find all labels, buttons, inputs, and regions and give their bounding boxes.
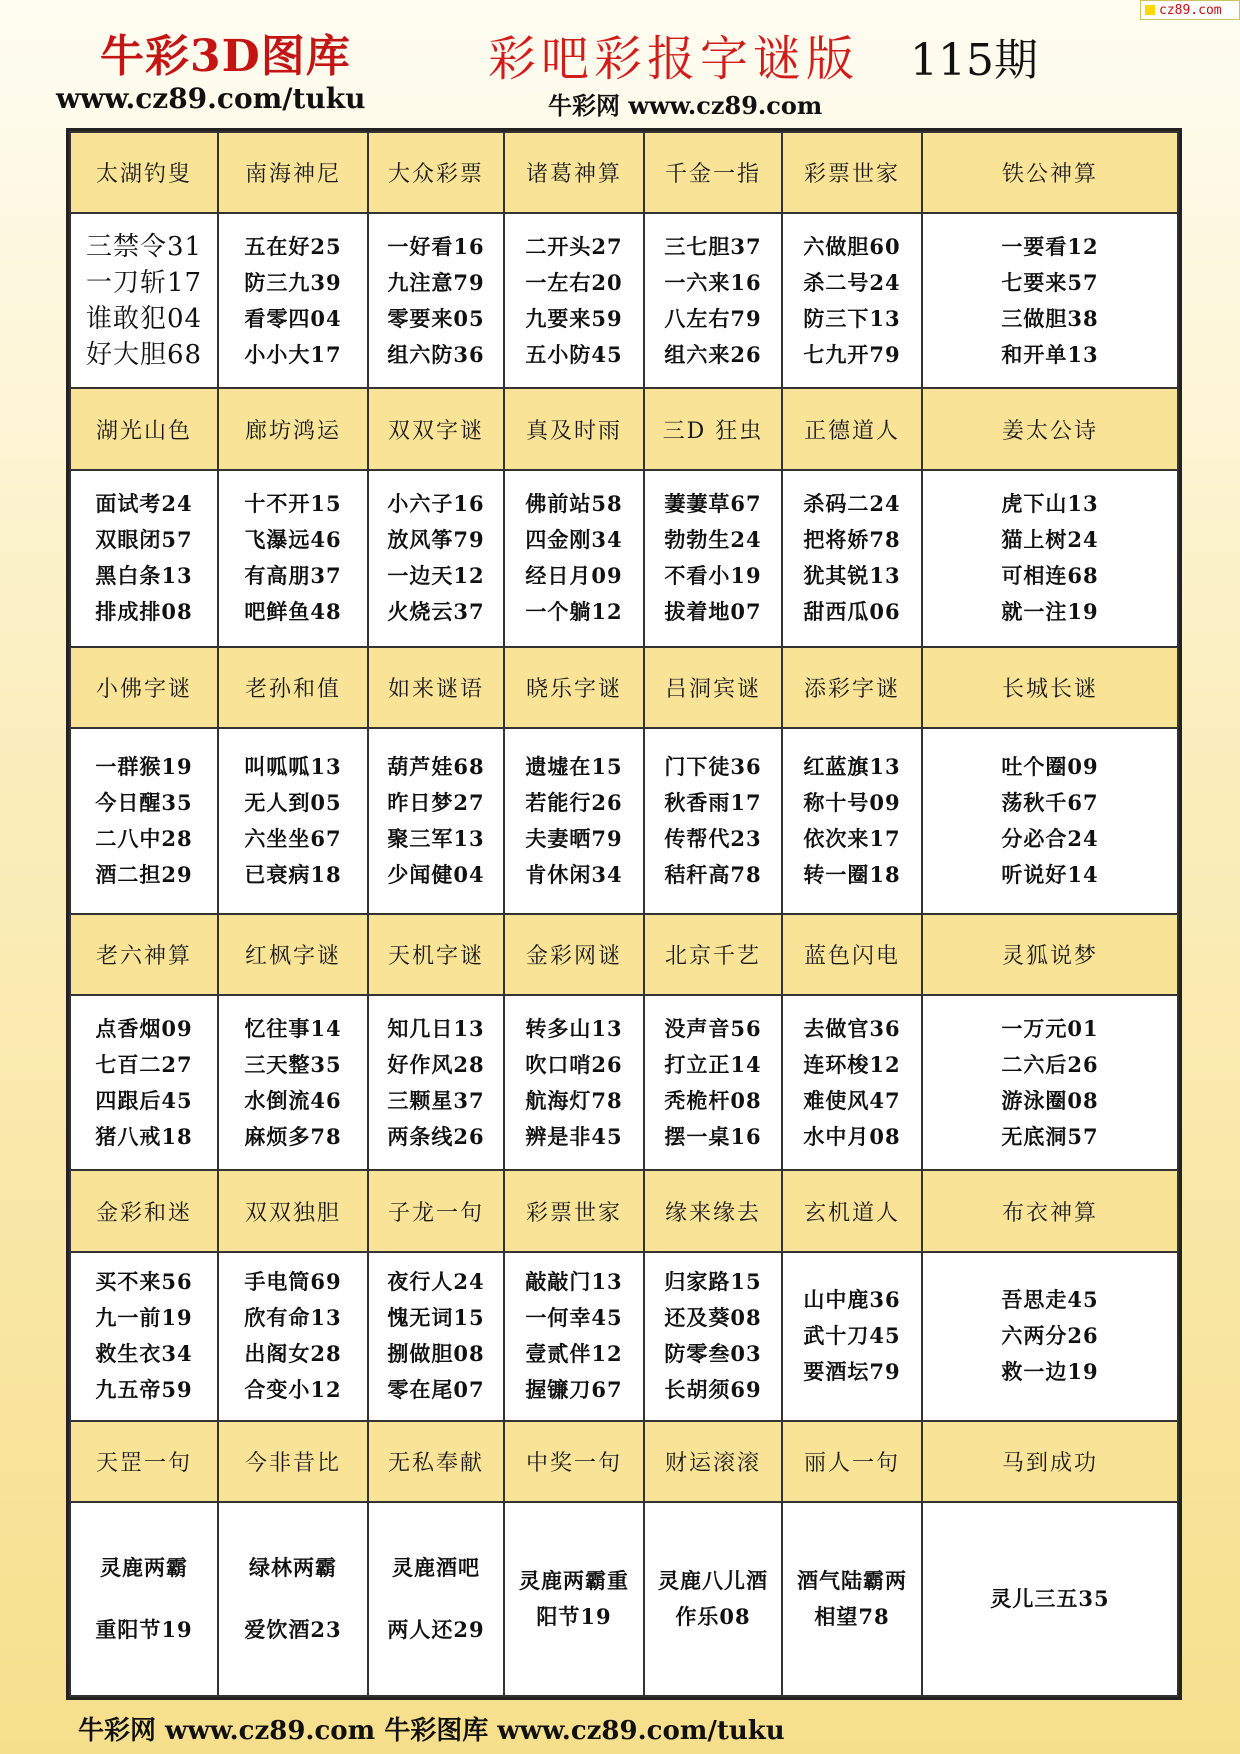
- riddle-cell: [644, 995, 782, 1170]
- riddle-line: 一万元01: [1001, 1015, 1099, 1041]
- riddle-cell: [218, 995, 368, 1170]
- riddle-line: 五在好25: [244, 233, 342, 259]
- brand-url: www.cz89.com/tuku: [56, 82, 366, 115]
- riddle-line: 绿林两霸: [249, 1554, 337, 1580]
- riddle-line: 水中月08: [803, 1123, 901, 1149]
- riddle-cell: [504, 213, 644, 388]
- riddle-line: 救生衣34: [95, 1341, 193, 1367]
- riddle-line: 组六来26: [664, 341, 762, 367]
- riddle-line: 听说好14: [1001, 862, 1099, 888]
- riddle-line: 昨日梦27: [387, 790, 485, 816]
- page-title: 彩吧彩报字谜版: [488, 31, 860, 87]
- riddle-line: 酒二担29: [95, 862, 193, 888]
- riddle-line: 合变小12: [244, 1377, 342, 1403]
- header-row: [70, 1170, 1178, 1251]
- column-header: 北京千艺: [644, 914, 782, 995]
- riddle-line: 航海灯78: [525, 1087, 623, 1113]
- riddle-row: [70, 213, 1178, 388]
- riddle-line: 聚三军13: [387, 826, 485, 852]
- footer-urls: 牛彩网 www.cz89.com 牛彩图库 www.cz89.com/tuku: [78, 1716, 785, 1746]
- riddle-line: 三颗星37: [387, 1087, 485, 1113]
- column-header: 彩票世家: [504, 1170, 644, 1251]
- riddle-cell: [782, 1502, 922, 1696]
- riddle-line: 分必合24: [1001, 826, 1099, 852]
- riddle-line: 四金刚34: [525, 527, 623, 553]
- riddle-cell: [922, 213, 1178, 388]
- riddle-line: 灵鹿两霸重阳节19: [519, 1567, 629, 1629]
- riddle-line: 防三下13: [803, 305, 901, 331]
- riddle-line: 壹贰伴12: [525, 1341, 623, 1367]
- riddle-line: 把将娇78: [803, 527, 901, 553]
- riddle-cell: [644, 213, 782, 388]
- riddle-line: 谁敢犯04: [85, 303, 203, 334]
- column-header: 红枫字谜: [218, 914, 368, 995]
- riddle-line: 重阳节19: [95, 1616, 193, 1642]
- riddle-table: [66, 128, 1182, 1700]
- riddle-line: 双眼闭57: [95, 527, 193, 553]
- riddle-line: 灵鹿两霸: [100, 1554, 188, 1580]
- riddle-line: 握镰刀67: [525, 1377, 623, 1403]
- riddle-line: 点香烟09: [95, 1015, 193, 1041]
- riddle-cell: [70, 213, 218, 388]
- riddle-cell: [922, 470, 1178, 647]
- riddle-line: 夜行人24: [387, 1269, 485, 1295]
- riddle-line: 小小大17: [244, 341, 342, 367]
- riddle-cell: [504, 470, 644, 647]
- column-header: 无私奉献: [368, 1421, 504, 1502]
- riddle-line: 零在尾07: [387, 1377, 485, 1403]
- column-header: 铁公神算: [922, 132, 1178, 213]
- column-header: 金彩和迷: [70, 1170, 218, 1251]
- riddle-cell: [922, 728, 1178, 914]
- column-header: 缘来缘去: [644, 1170, 782, 1251]
- column-header: 中奖一句: [504, 1421, 644, 1502]
- riddle-line: 无底洞57: [1001, 1123, 1099, 1149]
- riddle-line: 两条线26: [387, 1123, 485, 1149]
- riddle-line: 三天整35: [244, 1051, 342, 1077]
- riddle-line: 三七胆37: [664, 233, 762, 259]
- issue-number: 115期: [910, 35, 1038, 86]
- riddle-line: 虎下山13: [1001, 491, 1099, 517]
- riddle-line: 一左右20: [525, 269, 623, 295]
- riddle-row: [70, 995, 1178, 1170]
- riddle-line: 排成排08: [95, 599, 193, 625]
- riddle-line: 两人还29: [387, 1616, 485, 1642]
- riddle-cell: [782, 1252, 922, 1421]
- header-row: [70, 647, 1178, 728]
- column-header: 姜太公诗: [922, 388, 1178, 469]
- riddle-cell: [368, 728, 504, 914]
- riddle-line: 依次来17: [803, 826, 901, 852]
- riddle-line: 面试考24: [95, 491, 193, 517]
- header-row: [70, 1421, 1178, 1502]
- riddle-line: 已衰病18: [244, 862, 342, 888]
- column-header: 老六神算: [70, 914, 218, 995]
- riddle-line: 七百二27: [95, 1051, 193, 1077]
- riddle-line: 打立正14: [664, 1051, 762, 1077]
- riddle-line: 七九开79: [803, 341, 901, 367]
- riddle-line: 组六防36: [387, 341, 485, 367]
- riddle-line: 门下徒36: [664, 754, 762, 780]
- column-header: 晓乐字谜: [504, 647, 644, 728]
- riddle-line: 酒气陆霸两相望78: [797, 1567, 907, 1629]
- riddle-line: 好作风28: [387, 1051, 485, 1077]
- column-header: 子龙一句: [368, 1170, 504, 1251]
- column-header: 千金一指: [644, 132, 782, 213]
- riddle-cell: [70, 995, 218, 1170]
- column-header: 彩票世家: [782, 132, 922, 213]
- riddle-line: 转多山13: [525, 1015, 623, 1041]
- riddle-row: [70, 1252, 1178, 1421]
- riddle-row: [70, 728, 1178, 914]
- riddle-line: 小六子16: [387, 491, 485, 517]
- riddle-cell: [368, 213, 504, 388]
- riddle-line: 忆往事14: [244, 1015, 342, 1041]
- watermark-badge: [1140, 0, 1240, 20]
- riddle-line: 灵鹿八儿酒作乐08: [658, 1567, 768, 1629]
- riddle-line: 二六后26: [1001, 1051, 1099, 1077]
- column-header: 马到成功: [922, 1421, 1178, 1502]
- riddle-line: 拔着地07: [664, 599, 762, 625]
- column-header: 长城长谜: [922, 647, 1178, 728]
- riddle-line: 佛前站58: [525, 491, 623, 517]
- riddle-line: 没声音56: [664, 1015, 762, 1041]
- riddle-line: 猪八戒18: [95, 1123, 193, 1149]
- riddle-line: 可相连68: [1001, 563, 1099, 589]
- riddle-line: 要酒坛79: [803, 1359, 901, 1385]
- riddle-line: 无人到05: [244, 790, 342, 816]
- riddle-line: 四跟后45: [95, 1087, 193, 1113]
- column-header: 如来谜语: [368, 647, 504, 728]
- riddle-cell: [70, 1502, 218, 1696]
- column-header: 双双字谜: [368, 388, 504, 469]
- riddle-line: 传帮代23: [664, 826, 762, 852]
- riddle-row: [70, 1502, 1178, 1696]
- riddle-line: 难使风47: [803, 1087, 901, 1113]
- riddle-line: 二开头27: [525, 233, 623, 259]
- column-header: 天机字谜: [368, 914, 504, 995]
- riddle-cell: [782, 995, 922, 1170]
- riddle-line: 麻烦多78: [244, 1123, 342, 1149]
- riddle-line: 游泳圈08: [1001, 1087, 1099, 1113]
- column-header: 蓝色闪电: [782, 914, 922, 995]
- site-url: 牛彩网 www.cz89.com: [548, 91, 823, 120]
- riddle-line: 出阁女28: [244, 1341, 342, 1367]
- riddle-line: 叫呱呱13: [244, 754, 342, 780]
- riddle-line: 捌做胆08: [387, 1341, 485, 1367]
- riddle-line: 一个躺12: [525, 599, 623, 625]
- riddle-line: 三禁令31: [85, 231, 203, 262]
- riddle-line: 好大胆68: [85, 339, 203, 370]
- riddle-cell: [782, 213, 922, 388]
- column-header: 真及时雨: [504, 388, 644, 469]
- riddle-line: 萋萋草67: [664, 491, 762, 517]
- riddle-line: 猫上树24: [1001, 527, 1099, 553]
- riddle-line: 六做胆60: [803, 233, 901, 259]
- riddle-line: 吧鲜鱼48: [244, 599, 342, 625]
- riddle-line: 摆一桌16: [664, 1123, 762, 1149]
- riddle-line: 六两分26: [1001, 1323, 1099, 1349]
- riddle-line: 吾思走45: [1001, 1287, 1099, 1313]
- riddle-line: 三做胆38: [1001, 305, 1099, 331]
- riddle-line: 经日月09: [525, 563, 623, 589]
- column-header: 天罡一句: [70, 1421, 218, 1502]
- riddle-cell: [504, 995, 644, 1170]
- riddle-line: 五小防45: [525, 341, 623, 367]
- riddle-line: 不看小19: [664, 563, 762, 589]
- riddle-line: 七要来57: [1001, 269, 1099, 295]
- riddle-cell: [70, 1252, 218, 1421]
- riddle-line: 转一圈18: [803, 862, 901, 888]
- riddle-cell: [218, 1502, 368, 1696]
- riddle-line: 看零四04: [244, 305, 342, 331]
- column-header: 灵狐说梦: [922, 914, 1178, 995]
- riddle-line: 灵鹿酒吧: [392, 1554, 480, 1580]
- riddle-cell: [218, 470, 368, 647]
- riddle-cell: [218, 213, 368, 388]
- riddle-line: 九要来59: [525, 305, 623, 331]
- column-header: 大众彩票: [368, 132, 504, 213]
- riddle-line: 肯休闲34: [525, 862, 623, 888]
- riddle-line: 零要来05: [387, 305, 485, 331]
- riddle-line: 防三九39: [244, 269, 342, 295]
- riddle-line: 秃桅杆08: [664, 1087, 762, 1113]
- riddle-line: 十不开15: [244, 491, 342, 517]
- riddle-line: 救一边19: [1001, 1359, 1099, 1385]
- riddle-line: 少闻健04: [387, 862, 485, 888]
- riddle-line: 九注意79: [387, 269, 485, 295]
- column-header: 财运滚滚: [644, 1421, 782, 1502]
- riddle-line: 知几日13: [387, 1015, 485, 1041]
- column-header: 诸葛神算: [504, 132, 644, 213]
- riddle-cell: [644, 728, 782, 914]
- riddle-line: 防零叁03: [664, 1341, 762, 1367]
- riddle-line: 二八中28: [95, 826, 193, 852]
- riddle-line: 买不来56: [95, 1269, 193, 1295]
- riddle-line: 手电筒69: [244, 1269, 342, 1295]
- square-icon: [1145, 5, 1155, 15]
- riddle-line: 一群猴19: [95, 754, 193, 780]
- column-header: 湖光山色: [70, 388, 218, 469]
- riddle-line: 就一注19: [1001, 599, 1099, 625]
- riddle-cell: [922, 995, 1178, 1170]
- riddle-cell: [644, 1502, 782, 1696]
- column-header: 双双独胆: [218, 1170, 368, 1251]
- riddle-line: 辨是非45: [525, 1123, 623, 1149]
- riddle-cell: [504, 728, 644, 914]
- column-header: 丽人一句: [782, 1421, 922, 1502]
- riddle-line: 杀码二24: [803, 491, 901, 517]
- riddle-line: 六坐坐67: [244, 826, 342, 852]
- riddle-line: 犹其锐13: [803, 563, 901, 589]
- riddle-line: 荡秋千67: [1001, 790, 1099, 816]
- riddle-line: 爱饮酒23: [244, 1616, 342, 1642]
- riddle-line: 飞瀑远46: [244, 527, 342, 553]
- riddle-line: 吐个圈09: [1001, 754, 1099, 780]
- column-header: 南海神尼: [218, 132, 368, 213]
- riddle-line: 灵儿三五35: [990, 1585, 1110, 1611]
- riddle-line: 一边天12: [387, 563, 485, 589]
- riddle-cell: [644, 1252, 782, 1421]
- riddle-cell: [782, 470, 922, 647]
- riddle-cell: [922, 1252, 1178, 1421]
- riddle-line: 若能行26: [525, 790, 623, 816]
- column-header: 小佛字谜: [70, 647, 218, 728]
- riddle-line: 九一前19: [95, 1305, 193, 1331]
- column-header: 添彩字谜: [782, 647, 922, 728]
- riddle-line: 一何幸45: [525, 1305, 623, 1331]
- riddle-line: 夫妻晒79: [525, 826, 623, 852]
- riddle-line: 和开单13: [1001, 341, 1099, 367]
- riddle-cell: [218, 1252, 368, 1421]
- riddle-line: 武十刀45: [803, 1323, 901, 1349]
- riddle-line: 今日醒35: [95, 790, 193, 816]
- riddle-line: 归家路15: [664, 1269, 762, 1295]
- column-header: 布衣神算: [922, 1170, 1178, 1251]
- column-header: 今非昔比: [218, 1421, 368, 1502]
- riddle-line: 放风筝79: [387, 527, 485, 553]
- riddle-line: 还及葵08: [664, 1305, 762, 1331]
- riddle-line: 敲敲门13: [525, 1269, 623, 1295]
- riddle-line: 红蓝旗13: [803, 754, 901, 780]
- header-row: [70, 388, 1178, 469]
- riddle-line: 水倒流46: [244, 1087, 342, 1113]
- riddle-line: 九五帝59: [95, 1377, 193, 1403]
- riddle-cell: [368, 995, 504, 1170]
- riddle-line: 一好看16: [387, 233, 485, 259]
- column-header: 正德道人: [782, 388, 922, 469]
- riddle-cell: [504, 1252, 644, 1421]
- brand-title: 牛彩3D图库: [100, 31, 351, 82]
- riddle-cell: [782, 728, 922, 914]
- riddle-line: 称十号09: [803, 790, 901, 816]
- watermark-text: cz89.com: [1159, 2, 1222, 18]
- riddle-line: 黑白条13: [95, 563, 193, 589]
- riddle-line: 火烧云37: [387, 599, 485, 625]
- riddle-line: 山中鹿36: [803, 1287, 901, 1313]
- riddle-row: [70, 470, 1178, 647]
- riddle-cell: [218, 728, 368, 914]
- header-row: [70, 914, 1178, 995]
- riddle-cell: [70, 728, 218, 914]
- riddle-line: 愧无词15: [387, 1305, 485, 1331]
- riddle-line: 一六来16: [664, 269, 762, 295]
- riddle-line: 连环梭12: [803, 1051, 901, 1077]
- column-header: 金彩网谜: [504, 914, 644, 995]
- riddle-line: 吹口哨26: [525, 1051, 623, 1077]
- column-header: 老孙和值: [218, 647, 368, 728]
- riddle-cell: [368, 470, 504, 647]
- column-header: 太湖钓叟: [70, 132, 218, 213]
- riddle-line: 秸秆高78: [664, 862, 762, 888]
- column-header: 三D 狂虫: [644, 388, 782, 469]
- riddle-line: 葫芦娃68: [387, 754, 485, 780]
- riddle-cell: [70, 470, 218, 647]
- riddle-line: 有高朋37: [244, 563, 342, 589]
- riddle-line: 遗墟在15: [525, 754, 623, 780]
- column-header: 廊坊鸿运: [218, 388, 368, 469]
- riddle-line: 秋香雨17: [664, 790, 762, 816]
- riddle-line: 去做官36: [803, 1015, 901, 1041]
- riddle-line: 杀二号24: [803, 269, 901, 295]
- riddle-cell: [922, 1502, 1178, 1696]
- riddle-line: 八左右79: [664, 305, 762, 331]
- riddle-line: 一刀斩17: [85, 267, 203, 298]
- riddle-cell: [368, 1252, 504, 1421]
- riddle-cell: [644, 470, 782, 647]
- riddle-line: 勃勃生24: [664, 527, 762, 553]
- riddle-cell: [368, 1502, 504, 1696]
- riddle-line: 一要看12: [1001, 233, 1099, 259]
- riddle-line: 欣有命13: [244, 1305, 342, 1331]
- riddle-line: 甜西瓜06: [803, 599, 901, 625]
- riddle-line: 长胡须69: [664, 1377, 762, 1403]
- riddle-cell: [504, 1502, 644, 1696]
- header-row: [70, 132, 1178, 213]
- column-header: 玄机道人: [782, 1170, 922, 1251]
- column-header: 吕洞宾谜: [644, 647, 782, 728]
